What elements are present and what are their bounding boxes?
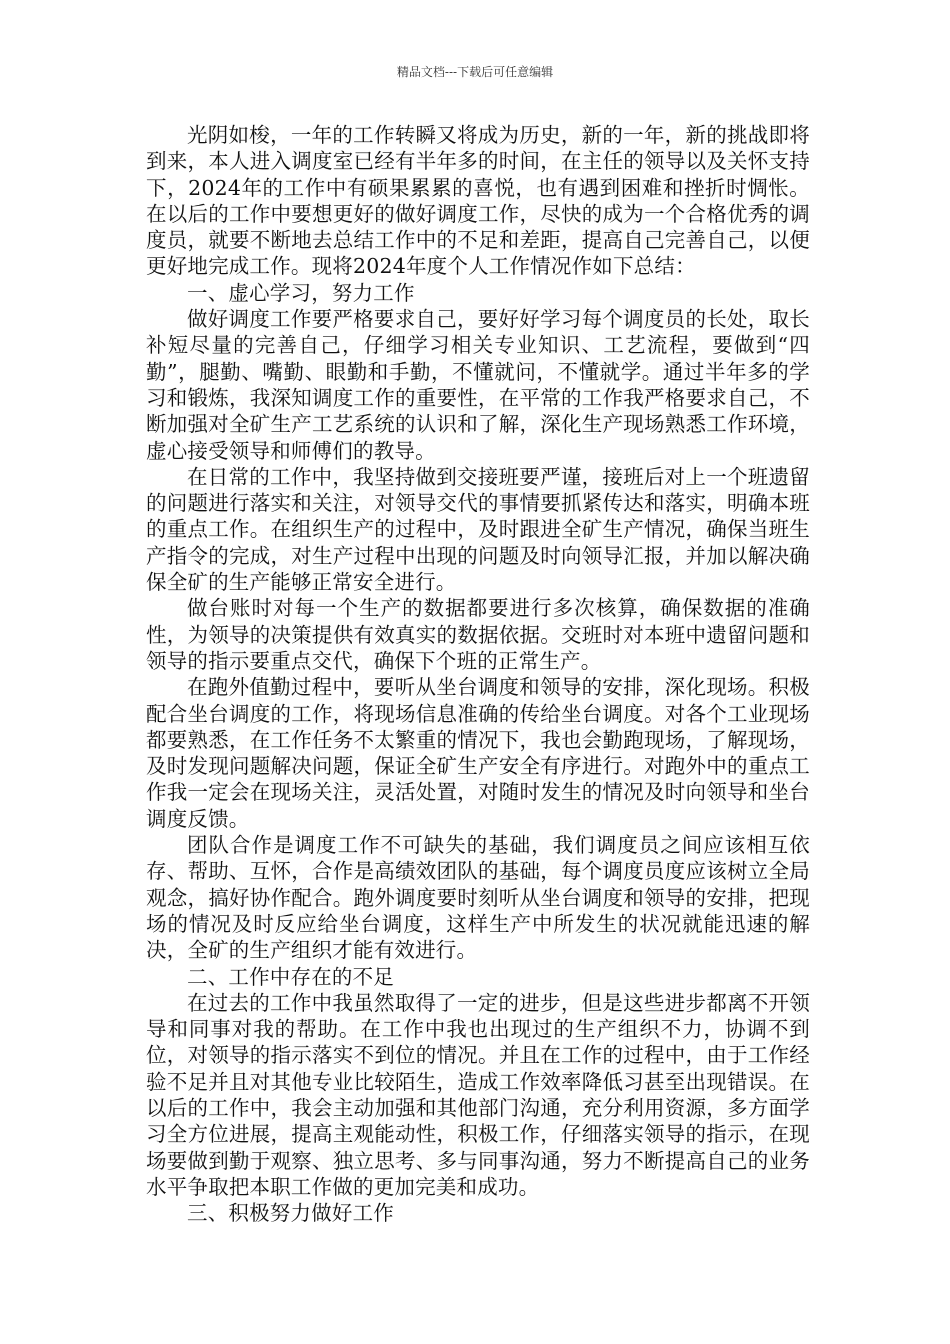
section-heading-2: 二、工作中存在的不足 xyxy=(187,964,394,989)
body-paragraph: 团队合作是调度工作不可缺失的基础，我们调度员之间应该相互依存、帮助、互怀，合作是高绩效团队的基础，每个调度员度应该树立全局观念，搞好协作配合。跑外调度要时刻听从坐台调度和领导的安排，把现场的情况及时反应给坐台调度，这样生产中所发生的状况就能迅速的解决，全矿的生产组织才能有效进行。 xyxy=(146,833,810,963)
body-paragraph: 在跑外值勤过程中，要听从坐台调度和领导的安排，深化现场。积极配合坐台调度的工作，将现场信息准确的传给坐台调度。对各个工业现场都要熟悉，在工作任务不太繁重的情况下，我也会勤跑现场，了解现场，及时发现问题解决问题，保证全矿生产安全有序进行。对跑外中的重点工作我一定会在现场关注，灵活处置，对随时发生的情况及时向领导和坐台调度反馈。 xyxy=(146,675,810,831)
section-heading-3: 三、积极努力做好工作 xyxy=(187,1201,394,1226)
intro-paragraph: 光阴如梭，一年的工作转瞬又将成为历史，新的一年，新的挑战即将到来，本人进入调度室已经有半年多的时间，在主任的领导以及关怀支持下，2024年的工作中有硕果累累的喜悦，也有遇到困难和挫折时惆怅。在以后的工作中要想更好的做好调度工作，尽快的成为一个合格优秀的调度员，就要不断地去总结工作中的不足和差距，提高自己完善自己，以便更好地完成工作。现将2024年度个人工作情况作如下总结： xyxy=(146,123,810,279)
document-body xyxy=(146,122,810,1226)
body-paragraph: 做台账时对每一个生产的数据都要进行多次核算，确保数据的准确性，为领导的决策提供有效真实的数据依据。交班时对本班中遗留问题和领导的指示要重点交代，确保下个班的正常生产。 xyxy=(146,596,810,673)
body-paragraph: 在日常的工作中，我坚持做到交接班要严谨，接班后对上一个班遗留的问题进行落实和关注，对领导交代的事情要抓紧传达和落实，明确本班的重点工作。在组织生产的过程中，及时跟进全矿生产情况，确保当班生产指令的完成，对生产过程中出现的问题及时向领导汇报，并加以解决确保全矿的生产能够正常安全进行。 xyxy=(146,464,810,595)
section-heading-1: 一、虚心学习，努力工作 xyxy=(187,280,415,305)
body-paragraph: 做好调度工作要严格要求自己，要好好学习每个调度员的长处，取长补短尽量的完善自己，仔细学习相关专业知识、工艺流程，要做到“四勤”，腿勤、嘴勤、眼勤和手勤，不懂就问，不懂就学。通过半年多的学习和锻炼，我深知调度工作的重要性，在平常的工作我严格要求自己，不断加强对全矿生产工艺系统的认识和了解，深化生产现场熟悉工作环境，虚心接受领导和师傅们的教导。 xyxy=(146,307,810,463)
body-paragraph: 在过去的工作中我虽然取得了一定的进步，但是这些进步都离不开领导和同事对我的帮助。在工作中我也出现过的生产组织不力，协调不到位，对领导的指示落实不到位的情况。并且在工作的过程中，由于工作经验不足并且对其他专业比较陌生，造成工作效率降低习甚至出现错误。在以后的工作中，我会主动加强和其他部门沟通，充分利用资源，多方面学习全方位进展，提高主观能动性，积极工作，仔细落实领导的指示，在现场要做到勤于观察、独立思考、多与同事沟通，努力不断提高自己的业务水平争取把本职工作做的更加完美和成功。 xyxy=(146,990,810,1199)
page-header: 精品文档---下载后可任意编辑 xyxy=(396,65,554,79)
